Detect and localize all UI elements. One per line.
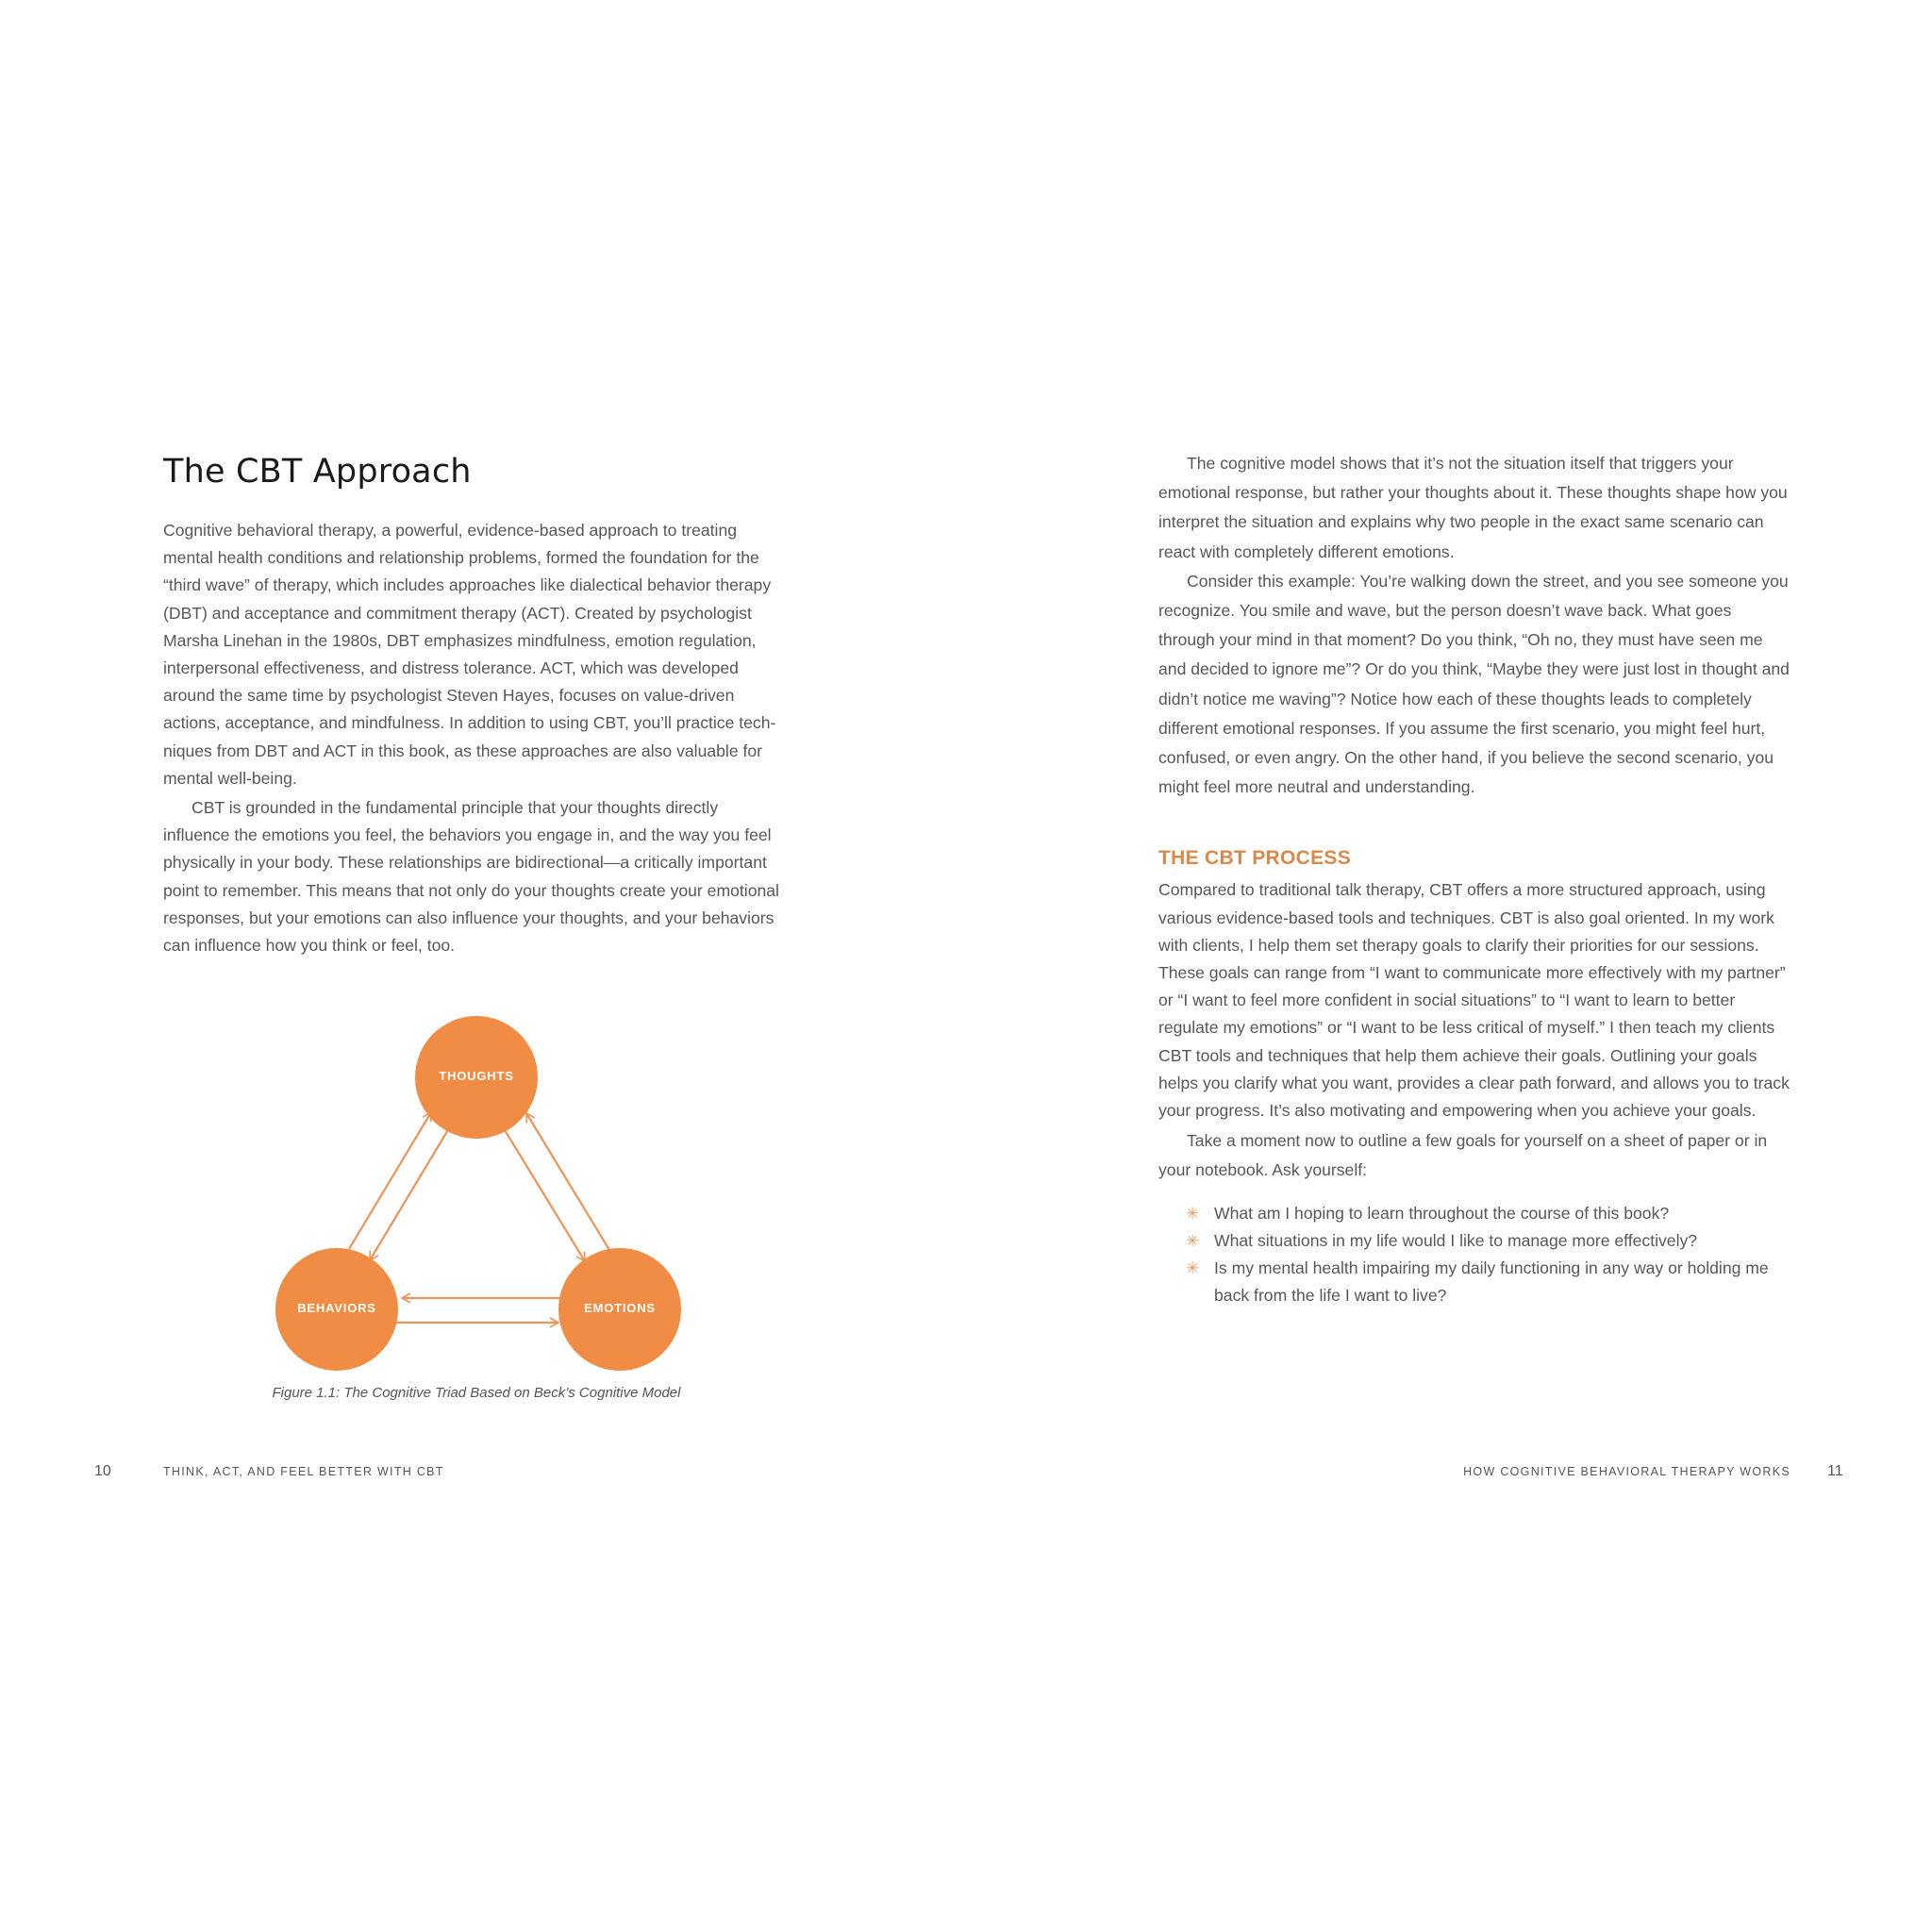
behaviors-label: BEHAVIORS [297, 1301, 376, 1315]
process-paragraph: Compared to traditional talk therapy, CBT offers a more structured approach, using various evidence-based tools and techniques. CBT is also goal oriented. In my work with clients, I help them set therapy goals to clarify their priorities for our sessions. These goals can range from “I want to communicate more effectively with my partner” or “I want to feel more confident in social situations” to “I want to learn to better regulate my emotions” or “I want to be less critical of myself.” I then teach my clients CBT tools and techniques that help them achieve their goals. Outlining your goals helps you clarify what you want, provides a clear path forward, and allows you to track your progress. It’s also motivating and empowering when you achieve your goals. [1158, 880, 1790, 1121]
goals-prompt-paragraph: Take a moment now to outline a few goals for yourself on a sheet of paper or in your notebook. Ask yourself: [1158, 1131, 1768, 1180]
arrow-emotions-to-thoughts [526, 1113, 609, 1250]
list-item [1158, 1227, 1790, 1255]
question-text: What situations in my life would I like to manage more effectively? [1214, 1230, 1698, 1250]
emotions-label: EMOTIONS [584, 1301, 656, 1315]
left-page-number: 10 [94, 1463, 111, 1479]
thoughts-label: THOUGHTS [439, 1069, 514, 1083]
right-page-text [1158, 449, 1790, 1309]
principle-paragraph: CBT is grounded in the fundamental principle that your thoughts directly influence the emotions you feel, the behaviors you engage in, and the way you feel physically in your body. These relationships are bidirectional—a critically important point to remember. This means that not only do your thoughts create your emotional responses, but your emotions can also influence your thoughts, and your behaviors can influence how you think or feel, too. [163, 798, 779, 956]
questions-list [1158, 1200, 1790, 1310]
list-item [1158, 1200, 1790, 1227]
asterisk-bullet-icon: ✳ [1186, 1231, 1200, 1250]
cognitive-triad-figure [255, 1000, 698, 1424]
arrow-thoughts-to-emotions [502, 1125, 585, 1261]
left-page-text [163, 451, 786, 959]
right-running-head: HOW COGNITIVE BEHAVIORAL THERAPY WORKS [1463, 1465, 1790, 1478]
page-title: The CBT Approach [163, 453, 472, 491]
figure-caption: Figure 1.1: The Cognitive Triad Based on Beck’s Cognitive Model [272, 1385, 681, 1401]
left-running-head: THINK, ACT, AND FEEL BETTER WITH CBT [163, 1465, 444, 1478]
list-item [1158, 1255, 1790, 1309]
asterisk-bullet-icon: ✳ [1186, 1204, 1200, 1223]
question-text: What am I hoping to learn throughout the course of this book? [1214, 1203, 1670, 1223]
cognitive-triad-diagram [255, 1000, 698, 1377]
intro-paragraph: Cognitive behavioral therapy, a powerful, evidence-based approach to treating mental health conditions and relationship problems, formed the foundation for the “third wave” of therapy, which includes approaches like dialectical behavior therapy (DBT) and acceptance and commitment therapy (ACT). Created by psychologist Marsha Linehan in the 1980s, DBT emphasizes mindfulness, emotion regulation, interpersonal effectiveness, and distress tolerance. ACT, which was developed around the same time by psychologist Steven Hayes, focuses on value-driven actions, acceptance, and mindfulness. In addition to using CBT, you’ll practice techniques from DBT and ACT in this book, as these approaches are also valuable for mental well-being. [163, 521, 776, 788]
section-heading: THE CBT PROCESS [1158, 847, 1352, 870]
question-text: Is my mental health impairing my daily functioning in any way or holding me back from the life I want to live? [1214, 1258, 1769, 1306]
cognitive-model-paragraph: The cognitive model shows that it’s not the situation itself that triggers your emotional response, but rather your thoughts about it. These thoughts shape how you interpret the situation and explains why two people in the exact same scenario can react with completely different emotions. [1158, 454, 1788, 561]
right-page-number: 11 [1827, 1463, 1843, 1479]
example-paragraph: Consider this example: You’re walking down the street, and you see someone you recognize. You smile and wave, but the person doesn’t wave back. What goes through your mind in that moment? Do you think, “Oh no, they must have seen me and decided to ignore me”? Or do you think, “Maybe they were just lost in thought and didn’t notice me waving”? Notice how each of these thoughts leads to completely different emotional responses. If you assume the first scenario, you might feel hurt, confused, or even angry. On the other hand, if you believe the second scenario, you might feel more neutral and understanding. [1158, 571, 1790, 797]
asterisk-bullet-icon: ✳ [1186, 1259, 1200, 1278]
